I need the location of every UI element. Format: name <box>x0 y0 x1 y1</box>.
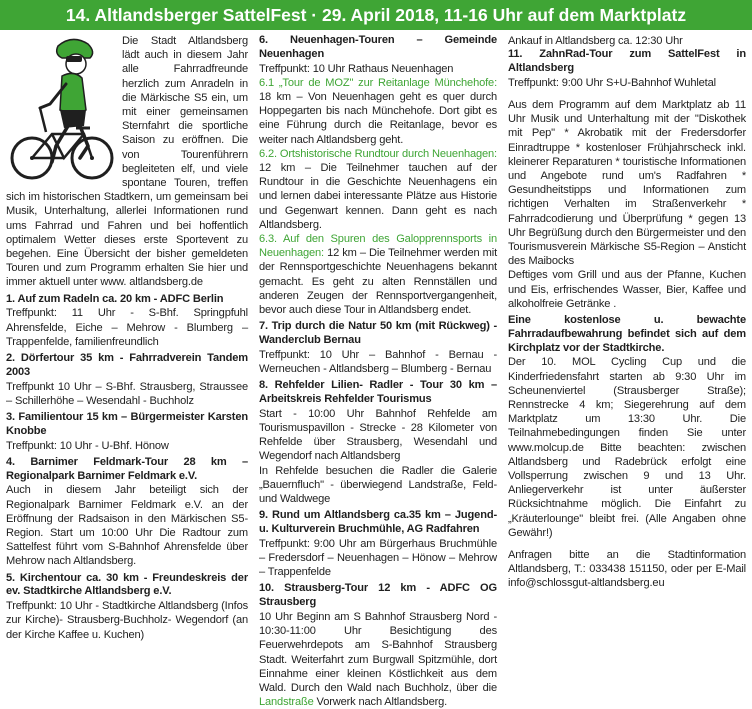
tour-10-text-green: Landstraße <box>259 696 314 709</box>
tour-10-text-main: 10 Uhr Beginn am S Bahnhof Strausberg Nord - 10:30-11:00 Uhr Besichtigung des Feuerwehrdepots am S-Bahnhof Strausberg Stadt. Weiterfahrt zum Burgwall Spitzmühle, dort Einnahme einer kleinen Köstlichkeit aus dem Wald. Durch den Wald nach Buchholz, über die <box>259 611 497 695</box>
tour-5-text: Treffpunkt: 10 Uhr - Stadtkirche Altlandsberg (Infos zur Kirche)- Strausberg-Buchholz- Wegendorf (an der Kirche Kaffee u. Kuchen) <box>6 600 248 641</box>
tour-8-text-2: In Rehfelde besuchen die Radler die Galerie „Bauernfluch" - überwiegend Landstraße, Feld- und Waldwege <box>259 464 497 506</box>
column-2 <box>259 34 497 709</box>
page-title: 14. Altlandsberger SattelFest · 29. April 2018, 11-16 Uhr auf dem Marktplatz <box>0 0 752 30</box>
program-food: Deftiges vom Grill und aus der Pfanne, Kuchen und Eis, erfrischendes Wasser, Bier, Kaffee und alkoholfreie Getränke . <box>508 269 746 310</box>
tour-6-text: Treffpunkt: 10 Uhr Rathaus Neuenhagen <box>259 62 454 75</box>
tour-1-title: 1. Auf zum Radeln ca. 20 km - ADFC Berlin <box>6 292 224 305</box>
tour-2-title: 2. Dörfertour 35 km - Fahrradverein Tandem 2003 <box>6 352 248 378</box>
tour-2-text: Treffpunkt 10 Uhr – S-Bhf. Strausberg, Straussee – Schillerhöhe – Wesendahl - Buchholz <box>6 380 248 407</box>
tour-6-2-title: 6.2. Ortshistorische Rundtour durch Neuenhagen: <box>259 147 497 160</box>
contact-text: Anfragen bitte an die Stadtinformation Altlandsberg, T.: 033438 151150, oder per E-Mail info@schlossgut-altlandsberg.eu <box>508 549 746 590</box>
program-text: Aus dem Programm auf dem Marktplatz ab 11 Uhr Musik und Unterhaltung mit der "Diskothek mit Pep" * Akrobatik mit der Fredersdorfer Einradtruppe * kostenloser Frühjahrscheck inkl. kleinerer Reparaturen * touristische Informationen und Angebote rund um's Radfahren * Gesundheitstipps und Informationen zum richtigen Verhalten im Straßenverkehr * Fahrradcodierung und Überprüfung * gegen 13 Uhr Begrüßung durch den Bürgermeister und den Tourismusverein Märkische S5-Region – Ansticht des Maibocks <box>508 99 746 268</box>
tour-1-text: Treffpunkt: 11 Uhr - S-Bhf. Springpfuhl Ahrensfelde, Eiche – Mehrow - Blumberg – Trappenfelde, familienfreundlich <box>6 307 248 348</box>
column-1 <box>6 34 248 642</box>
tour-10-text <box>259 610 497 709</box>
tour-8-title: 8. Rehfelder Lilien- Radler - Tour 30 km – Arbeitskreis Rehfelder Tourismus <box>259 379 497 406</box>
cycling-cup-text: Der 10. MOL Cycling Cup und die Kinderfriedensfahrt starten ab 9:30 Uhr im Scheunenviertel (Strausberger Straße); Rennstrecke 4 km; Siegerehrung auf dem Marktplatz um 13:30 Uhr. Die Teilnahmebedingungen finden Sie unter www.molcup.de Bitte beachten: zwischen Altlandsberg und Radebrück erfolgt eine Vollsperrung zwischen 9 und 13 Uhr. Anliegerverkehr ist unter äußerster Rücksichtnahme möglich. Die Einfahrt zu „Kräuterlounge" bleibt frei. (Alle Angaben ohne Gewähr!) <box>508 356 746 539</box>
tour-6-title: 6. Neuenhagen-Touren – Gemeinde Neuenhagen <box>259 34 497 60</box>
tour-6-3-title: 6.3. Auf den Spuren des Galopprennsports in Neuenhagen: <box>259 233 497 260</box>
tour-4-title: 4. Barnimer Feldmark-Tour 28 km – Regionalpark Barnimer Feldmark e.V. <box>6 455 248 482</box>
tour-10-text-end: Vorwerk nach Altlandsberg. <box>313 696 448 709</box>
tour-6-3 <box>259 232 497 317</box>
tour-3-text: Treffpunkt: 10 Uhr - U-Bhf. Hönow <box>6 439 169 452</box>
tour-7-title: 7. Trip durch die Natur 50 km (mit Rückweg) - Wanderclub Bernau <box>259 320 497 347</box>
tour-6-2 <box>259 147 497 232</box>
column-3 <box>508 34 746 591</box>
tour-8-text: Start - 10:00 Uhr Bahnhof Rehfelde am Tourismuspavillon - Strecke - 28 Kilometer von Rehfelde über Strausberg, Wesendahl und Wegendorf nach Altlandsberg <box>259 407 497 463</box>
tour-7-text: Treffpunkt: 10 Uhr – Bahnhof - Bernau - Werneuchen - Altlandsberg – Blumberg - Bernau <box>259 348 497 376</box>
cyclist-icon <box>6 34 114 186</box>
tour-6-3-text: 12 km – Die Teilnehmer werden mit der Rennsportgeschichte Neuenhagens bekannt gemacht. Es geht zu alten Rennställen und anderen Zeugen der Rennsportvergangenheit, bevor auch diese Tour in Altlandsberg endet. <box>259 247 497 317</box>
tour-6-1 <box>259 76 497 147</box>
bike-storage-title: Eine kostenlose u. bewachte Fahrradaufbewahrung befindet sich auf dem Kirchplatz vor der Stadtkirche. <box>508 314 746 354</box>
tour-6-1-text: 18 km – Von Neuenhagen geht es quer durch Hoppegarten bis nach Münchehofe. Dort gibt es eine Führung durch die Reitanlage, bevor es weiter nach Altlandsberg geht. <box>259 91 497 146</box>
tour-6-2-text: 12 km – Die Teilnehmer tauchen auf der Rundtour in die Geschichte Neuenhagens ein und lernen dabei interessante Plätze aus Historie und Gegenwart kennen. Dann geht es nach Altlandsberg. <box>259 162 497 231</box>
tour-9-title: 9. Rund um Altlandsberg ca.35 km – Jugend- u. Kulturverein Bruchmühle, AG Radfahren <box>259 509 497 536</box>
tour-9-text: Treffpunkt: 9:00 Uhr am Bürgerhaus Bruchmühle – Fredersdorf – Neuenhagen – Hönow – Mehrow – Trappenfelde <box>259 537 497 579</box>
tour-6-1-title: 6.1 „Tour de MOZ" zur Reitanlage Münchehofe: <box>259 76 497 89</box>
tour-10-title: 10. Strausberg-Tour 12 km - ADFC OG Strausberg <box>259 582 497 609</box>
tour-11-text: Treffpunkt: 9:00 Uhr S+U-Bahnhof Wuhletal <box>508 76 716 89</box>
tour-3-title: 3. Familientour 15 km – Bürgermeister Karsten Knobbe <box>6 411 248 437</box>
tour-11-title: 11. ZahnRad-Tour zum SattelFest in Altlandsberg <box>508 48 746 74</box>
tour-4-text: Auch in diesem Jahr beteiligt sich der Regionalpark Barnimer Feldmark e.V. an der Eröffnung der Radsaison in den Märkischen S5-Region. Start um 10:00 Uhr Die Radtour zum Sattelfest führt vom S-Bahnhof Ahrensfelde über Mehrow nach Altlandsberg. <box>6 484 248 568</box>
tour-10-arrival: Ankauf in Altlandsberg ca. 12:30 Uhr <box>508 35 683 47</box>
tour-5-title: 5. Kirchentour ca. 30 km - Freundeskreis der ev. Stadtkirche Altlandsberg e.V. <box>6 571 248 598</box>
intro-text: Die Stadt Altlandsberg lädt auch in diesem Jahr alle Fahrradfreunde herzlich zum Anradeln in die Märkische S5 ein, um mit einer gemeinsamen Sternfahrt die sportliche Saison zu eröffnen. Die von Tourenführern begleiteten elf, und viele spontane Touren, treffen sich im historischen Stadtkern, um gemeinsam bei Musik, Unterhaltung, allerlei Informationen rund ums Fahrrad und Fahren und bei hoffentlich optimalem Wetter dieses erste Sportevent zu begehen. Eine Übersicht der bisher gemeldeten Touren und zum Programm erhalten Sie hier und immer aktuell unter www. altlandsberg.de <box>6 35 248 289</box>
